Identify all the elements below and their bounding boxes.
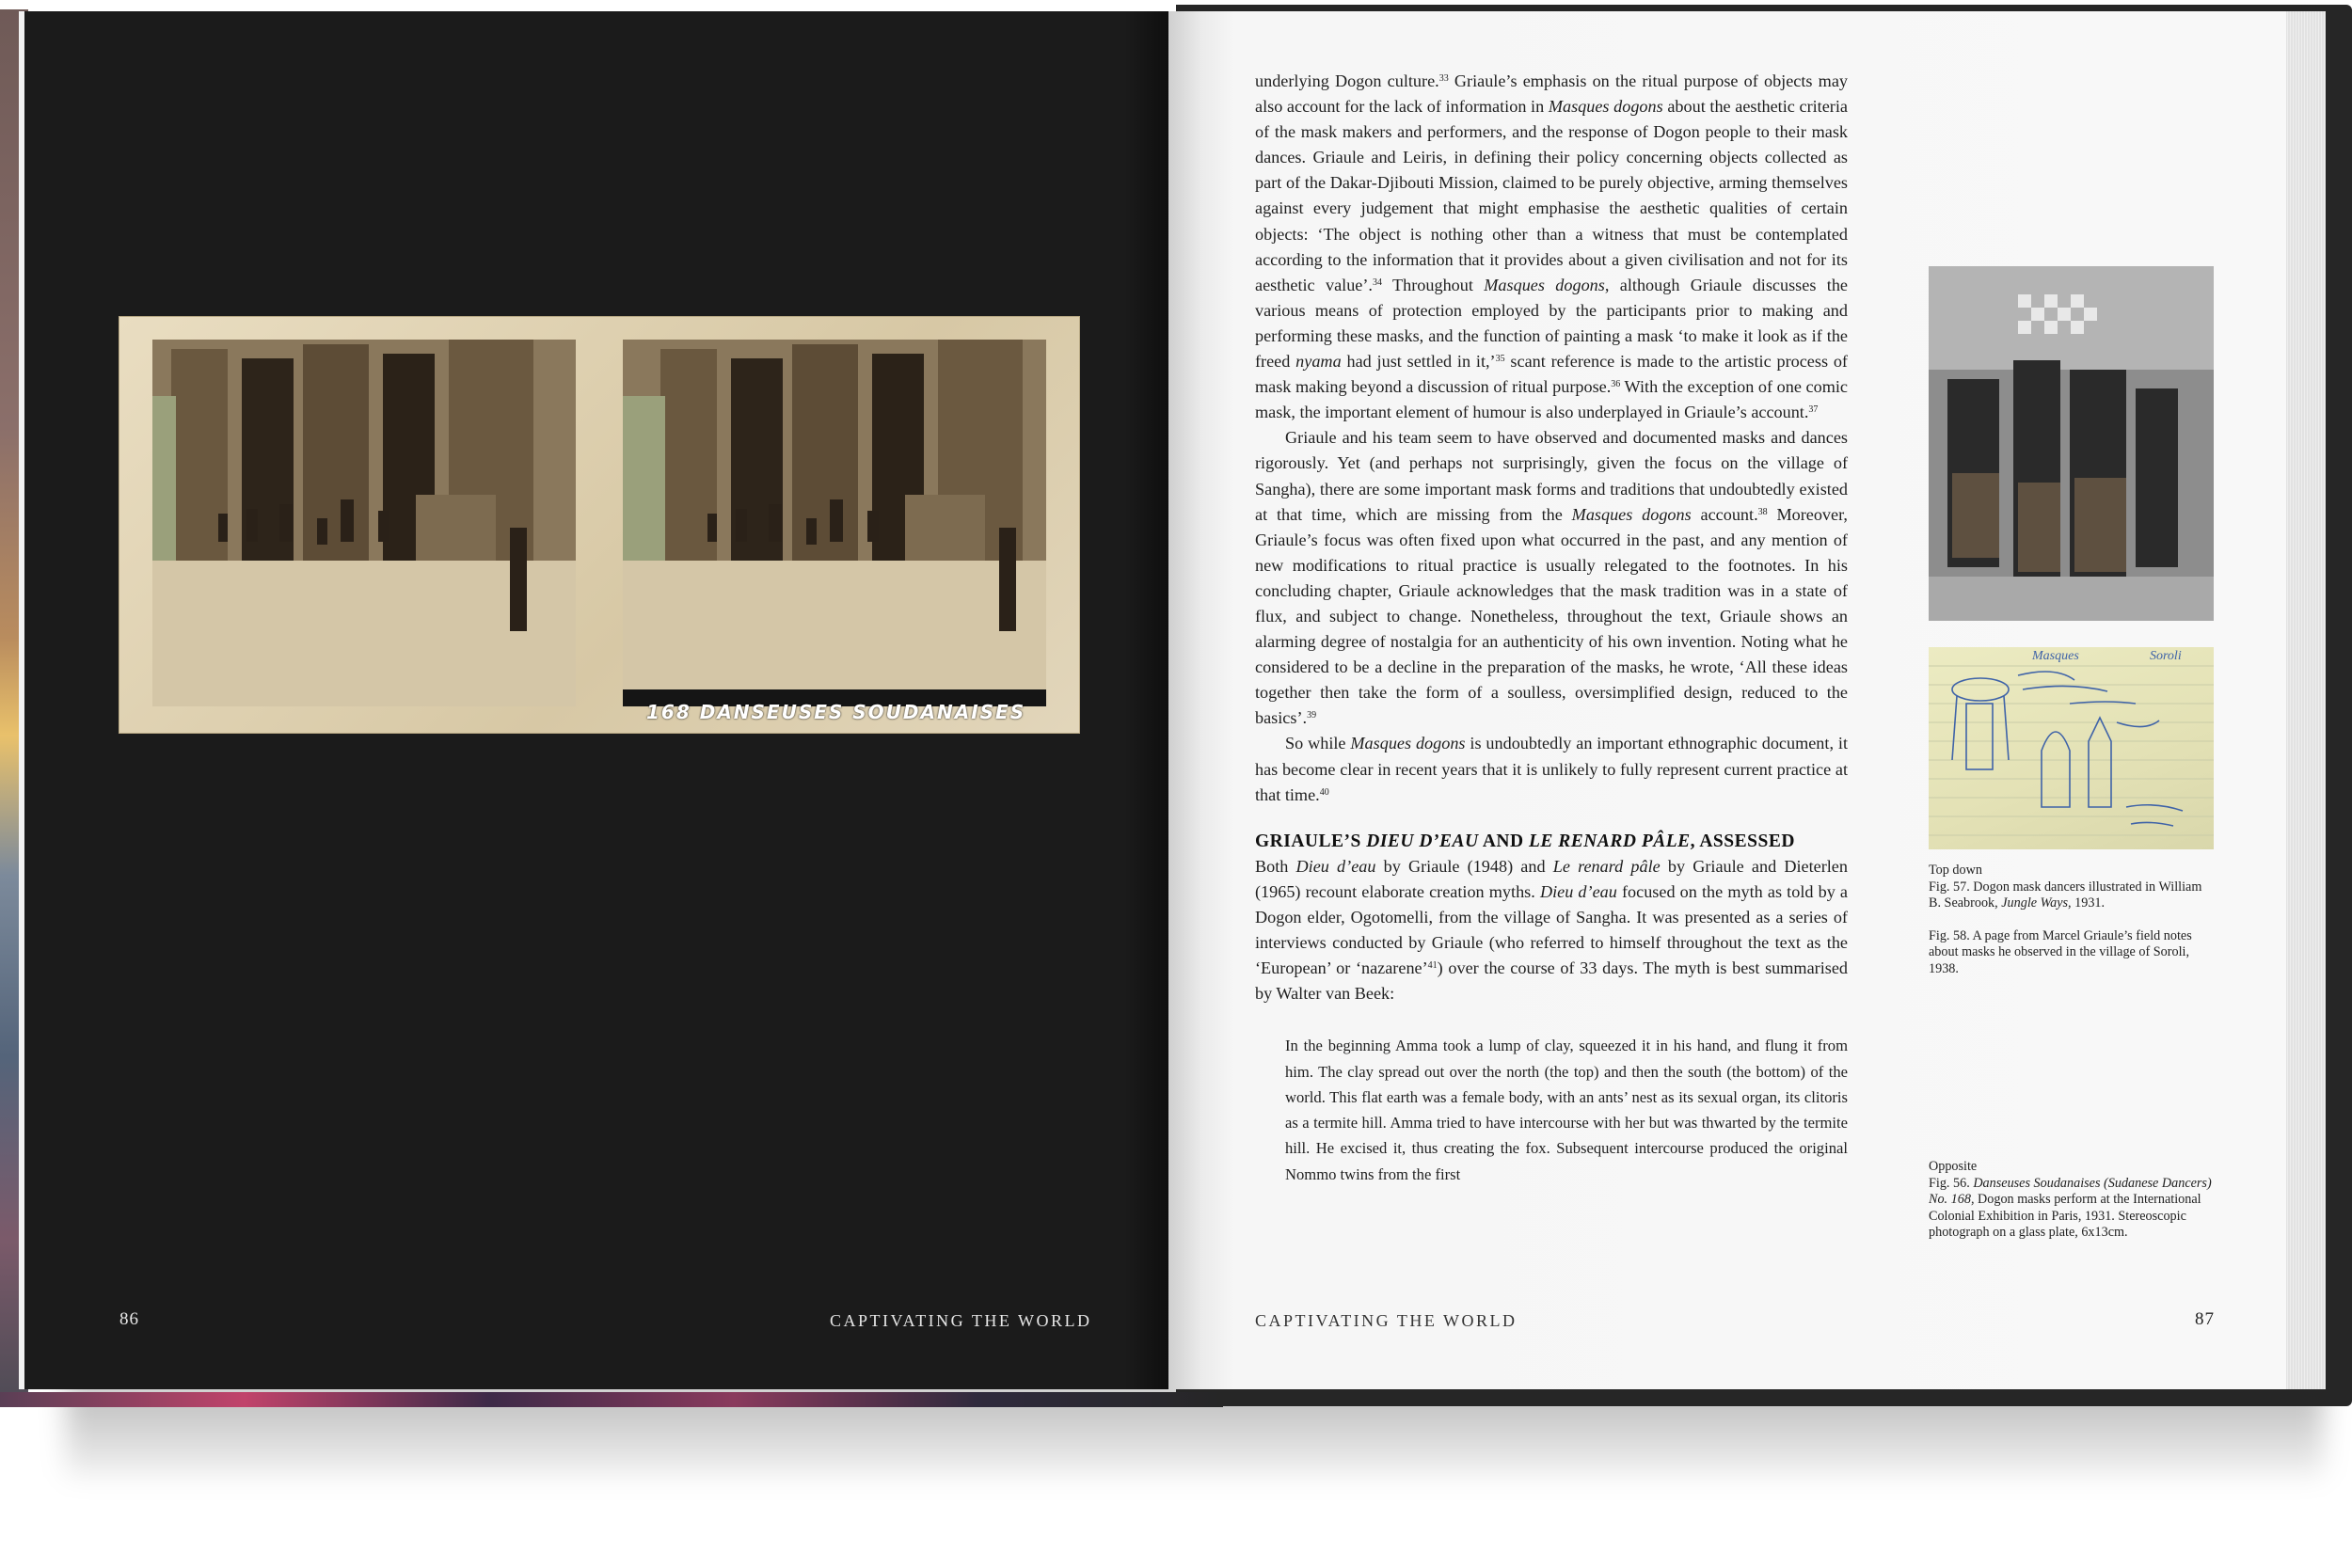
- paragraph-3: So while Masques dogons is undoubtedly an important ethnographic document, it has become clear in recent years that it is unlikely to fully represent current practice at that time.$^{40}$: [1255, 734, 1848, 804]
- caption-figure-56: Opposite Fig. 56. Danseuses Soudanaises (Sudanese Dancers) No. 168, Dogon masks perform at the International Colonial Exhibition in Paris, 1931. Stereoscopic photograph on a glass plate, 6x13cm.: [1929, 1159, 2212, 1240]
- figure-57-photo: [1929, 266, 2214, 621]
- stereograph-figure-56: [119, 317, 1079, 733]
- paragraph-1: underlying Dogon culture.$^{33}$ Griaule’s emphasis on the ritual purpose of objects may also account for the lack of information in Masques dogons about the aesthetic criteria of the mask makers and performers, and the response of Dogon people to their mask dances. Griaule and Leiris, in defining their policy concerning objects collected as part of the Dakar-Djibouti Mission, claimed to be purely objective, arming themselves against every judgement that might emphasise the aesthetic qualities of certain objects: ‘The object is nothing other than a witness that must be contemplated according to the information that it provides about a given civilisation and not for its aesthetic value’.$^{34}$ Throughout Masques dogons, although Griaule discusses the various means of protection employed by the participants prior to making and performing these masks, and the function of painting a mask ‘to make it look as if the freed nyama had just settled in it,’$^{35}$ scant reference is made to the artistic process of mask making beyond a discussion of ritual purpose.$^{36}$ With the exception of one comic mask, the important element of humour is also underplayed in Griaule’s account.$^{37}$: [1255, 71, 1848, 422]
- stereo-photo-left: [152, 340, 576, 706]
- page-number-left: 86: [119, 1309, 139, 1329]
- block-quote: In the beginning Amma took a lump of clay, squeezed it in his hand, and flung it from him. The clay spread out over the north (the top) and then the south (the bottom) of the world. This flat earth was a female body, with an ants’ nest as its sexual organ, its clitoris as a termite hill. Amma tried to have intercourse with her but was thwarted by the termite hill. He excised it, thus creating the fox. Subsequent intercourse produced the original Nommo twins from the first: [1285, 1037, 1848, 1183]
- running-head-left: CAPTIVATING THE WORLD: [830, 1311, 1092, 1330]
- figure-58-field-notes: [1929, 647, 2214, 849]
- book-cover-bottom-edge: [0, 1392, 1223, 1407]
- caption-figures-57-58: Top down Fig. 57. Dogon mask dancers illustrated in William B. Seabrook, Jungle Ways, 1931. Fig. 58. A page from Marcel Griaule’s field notes about masks he observed in the village of Soroli, 1938.: [1929, 863, 2202, 976]
- page-edges: [2286, 11, 2326, 1389]
- paragraph-2: Griaule and his team seem to have observed and documented masks and dances rigorously. Yet (and perhaps not surprisingly, given the focus on the village of Sangha), there are some important mask forms and traditions that undoubtedly existed at that time, which are missing from the Masques dogons account.$^{38}$ Moreover, Griaule’s focus was often fixed upon what occurred in the past, and any mention of new modifications to ritual practice is usually relegated to the footnotes. In his concluding chapter, Griaule acknowledges that the mask tradition was in a state of flux, and subject to change. Nonetheless, throughout the text, Griaule shows an alarming degree of nostalgia for an authenticity of his own invention. Noting what he considered to be a decline in the preparation of the masks, he wrote, ‘All these ideas together then take the form of a soulless, oversimplified design, reduced to the basics’.$^{39}$: [1255, 428, 1848, 728]
- field-notes-heading-right: Soroli: [2150, 649, 2182, 663]
- stereo-photo-right: [623, 340, 1046, 706]
- paragraph-4: Both Dieu d’eau by Griaule (1948) and Le renard pâle by Griaule and Dieterlen (1965) recount elaborate creation myths. Dieu d’eau focused on the myth as told by a Dogon elder, Ogotomelli, from the village of Sangha. It was presented as a series of interviews conducted by Griaule (who referred to himself throughout the text as the ‘European’ or ‘nazarene’$^{41}$) over the course of 33 days. The myth is best summarised by Walter van Beek:: [1255, 856, 1849, 1004]
- section-heading: GRIAULE’S DIEU D’EAU AND LE RENARD PÂLE, ASSESSED: [1255, 831, 1795, 851]
- field-notes-heading-left: Masques: [2032, 649, 2079, 663]
- page-number-right: 87: [2195, 1309, 2215, 1329]
- stereograph-caption: 168 DANSEUSES SOUDANAISES: [646, 701, 1026, 723]
- body-text: [1255, 69, 1848, 1187]
- running-head-right: CAPTIVATING THE WORLD: [1255, 1311, 1518, 1330]
